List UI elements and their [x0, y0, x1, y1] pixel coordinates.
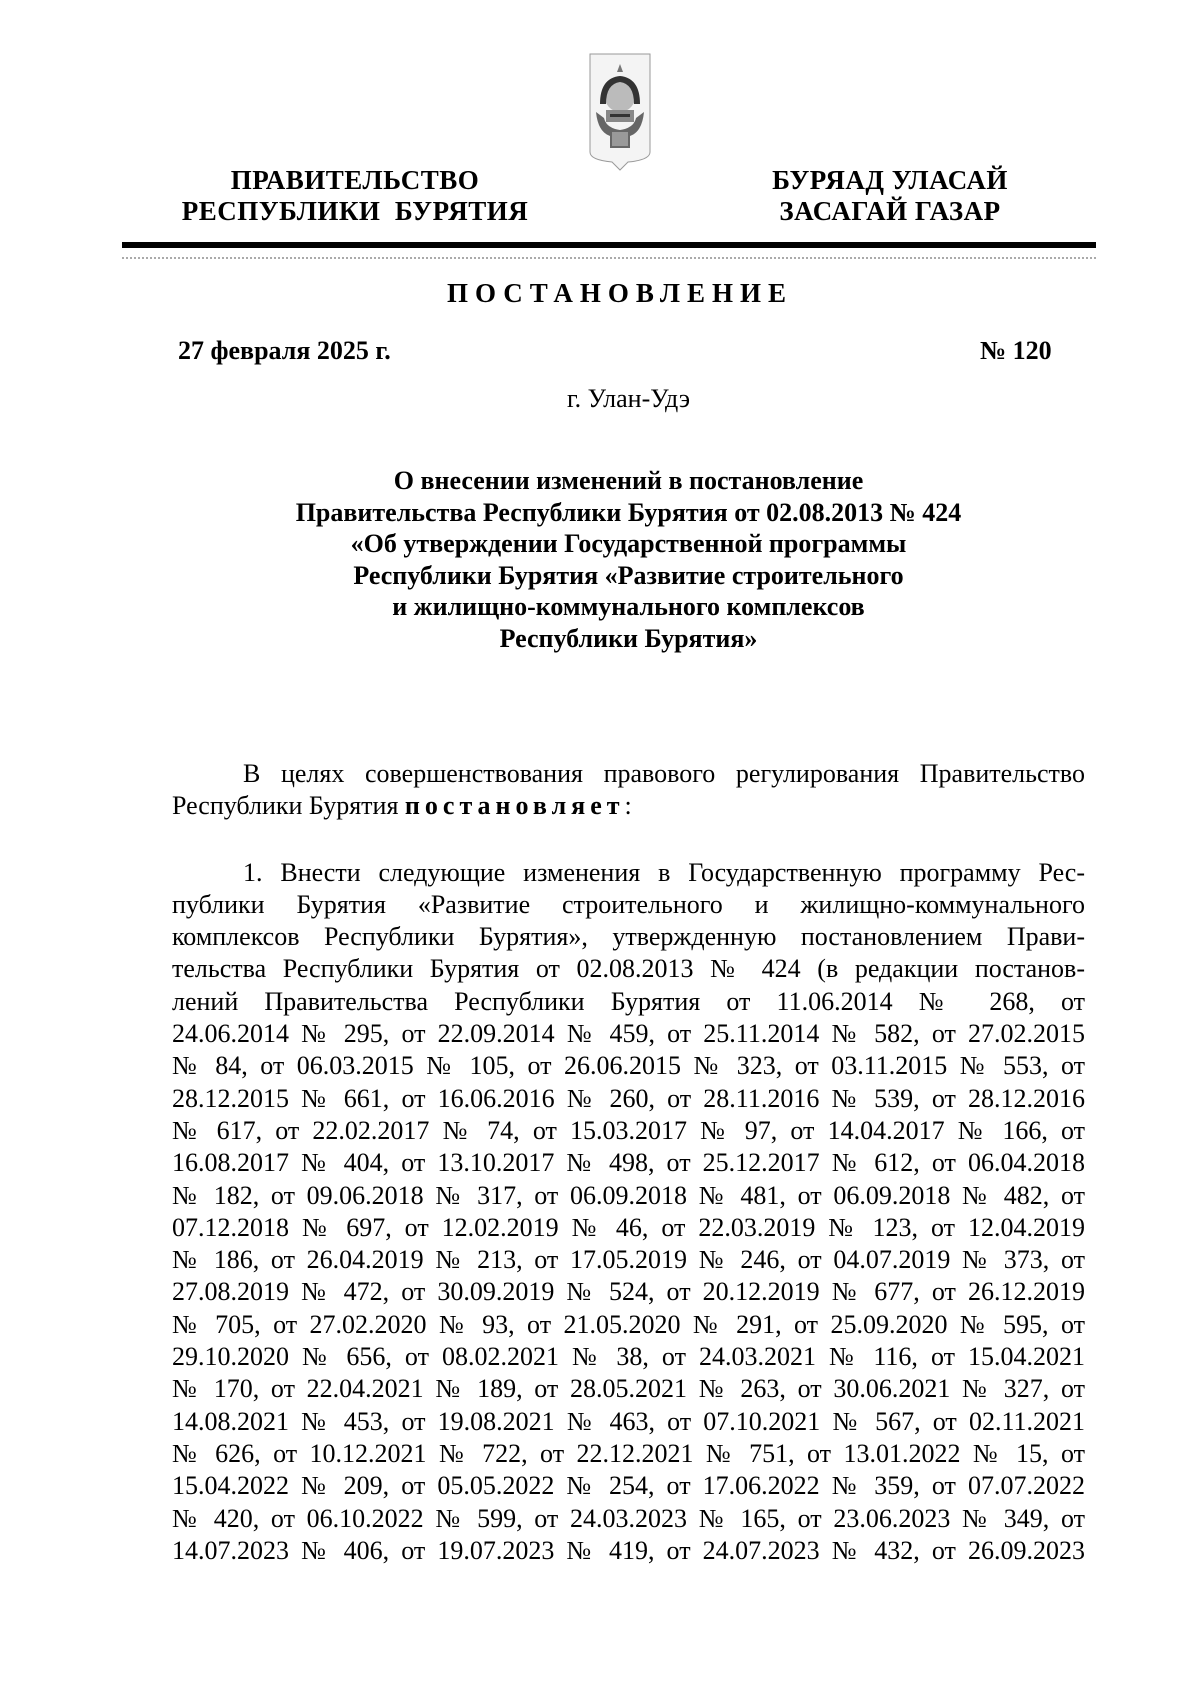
header-left-line: ПРАВИТЕЛЬСТВО [230, 165, 480, 195]
header-left-line: РЕСПУБЛИКИ БУРЯТИЯ [181, 196, 529, 226]
paragraph-line: 14.07.2023 № 406, от 19.07.2023 № 419, от 24.07.2023 № 432, от 26.09.2023 [172, 1535, 1085, 1565]
document-date: 27 февраля 2025 г. [178, 336, 391, 365]
paragraph-line: 28.12.2015 № 661, от 16.06.2016 № 260, от 28.11.2016 № 539, от 28.12.2016 [172, 1083, 1085, 1113]
title-line: О внесении изменений в постановление [393, 466, 864, 495]
paragraph-line: лений Правительства Республики Бурятия от 11.06.2014 № 268, от [172, 986, 1085, 1016]
document-title [172, 465, 1085, 655]
preamble-keyword: постановляет [404, 791, 625, 821]
title-line: «Об утверждении Государственной программы [350, 529, 907, 559]
paragraph-line: 27.08.2019 № 472, от 30.09.2019 № 524, от 20.12.2019 № 677, от 26.12.2019 [172, 1277, 1085, 1307]
title-line: и жилищно-коммунального комплексов [392, 592, 865, 622]
coat-of-arms-emblem [588, 52, 652, 172]
paragraph-line: № 626, от 10.12.2021 № 722, от 22.12.2021 № 751, от 13.01.2022 № 15, от [172, 1438, 1085, 1468]
header-right-line: БУРЯАД УЛАСАЙ [772, 165, 1008, 195]
paragraph-line: № 170, от 22.04.2021 № 189, от 28.05.2021 № 263, от 30.06.2021 № 327, от [172, 1374, 1085, 1404]
document-body [172, 758, 1085, 1567]
paragraph-line: 07.12.2018 № 697, от 12.02.2019 № 46, от 22.03.2019 № 123, от 12.04.2019 [172, 1212, 1085, 1242]
document-number: № 120 [980, 336, 1052, 365]
paragraph-line: 14.08.2021 № 453, от 19.08.2021 № 463, от 07.10.2021 № 567, от 02.11.2021 [172, 1406, 1085, 1436]
document-city: г. Улан-Удэ [566, 384, 691, 413]
preamble-suffix: : [624, 791, 632, 821]
paragraph-line: 1. Внести следующие изменения в Государственную программу Рес- [243, 857, 1085, 887]
paragraph-line: № 420, от 06.10.2022 № 599, от 24.03.2023 № 165, от 23.06.2023 № 349, от [172, 1503, 1085, 1533]
paragraph-1 [172, 857, 1085, 1568]
header-right-title [720, 165, 1060, 227]
paragraph-line: № 182, от 09.06.2018 № 317, от 06.09.2018 № 481, от 06.09.2018 № 482, от [172, 1180, 1085, 1210]
paragraph-line: 29.10.2020 № 656, от 08.02.2021 № 38, от 24.03.2021 № 116, от 15.04.2021 [172, 1342, 1085, 1372]
header-right-line: ЗАСАГАЙ ГАЗАР [779, 196, 1001, 226]
paragraph-line: 15.04.2022 № 209, от 05.05.2022 № 254, от 17.06.2022 № 359, от 07.07.2022 [172, 1471, 1085, 1501]
paragraph-line: № 705, от 27.02.2020 № 93, от 21.05.2020 № 291, от 25.09.2020 № 595, от [172, 1309, 1085, 1339]
paragraph-line: тельства Республики Бурятия от 02.08.2013 № 424 (в редакции постанов- [172, 954, 1085, 984]
paragraph-line: 16.08.2017 № 404, от 13.10.2017 № 498, от 25.12.2017 № 612, от 06.04.2018 [172, 1148, 1085, 1178]
paragraph-line: комплексов Республики Бурятия», утвержденную постановлением Прави- [172, 922, 1085, 952]
header-left-title [150, 165, 560, 227]
paragraph-line: публики Бурятия «Развитие строительного и жилищно-коммунального [172, 889, 1085, 919]
paragraph-line: № 617, от 22.02.2017 № 74, от 15.03.2017 № 97, от 14.04.2017 № 166, от [172, 1115, 1085, 1145]
header-divider-thick [122, 242, 1096, 248]
document-type: ПОСТАНОВЛЕНИЕ [446, 278, 794, 308]
title-line: Республики Бурятия «Развитие строительного [353, 560, 904, 590]
paragraph-line: 24.06.2014 № 295, от 22.09.2014 № 459, от 25.11.2014 № 582, от 27.02.2015 [172, 1019, 1085, 1049]
paragraph-line: № 84, от 06.03.2015 № 105, от 26.06.2015 № 323, от 03.11.2015 № 553, от [172, 1051, 1085, 1081]
preamble-line: В целях совершенствования правового регулирования Правительство [243, 759, 1085, 788]
title-line: Республики Бурятия» [499, 623, 758, 653]
title-line: Правительства Республики Бурятия от 02.08.2013 № 424 [295, 497, 962, 527]
preamble-prefix: Республики Бурятия [172, 791, 405, 821]
header-divider-dotted [122, 257, 1096, 259]
paragraph-line: № 186, от 26.04.2019 № 213, от 17.05.2019 № 246, от 04.07.2019 № 373, от [172, 1245, 1085, 1275]
preamble-line [172, 790, 1085, 822]
